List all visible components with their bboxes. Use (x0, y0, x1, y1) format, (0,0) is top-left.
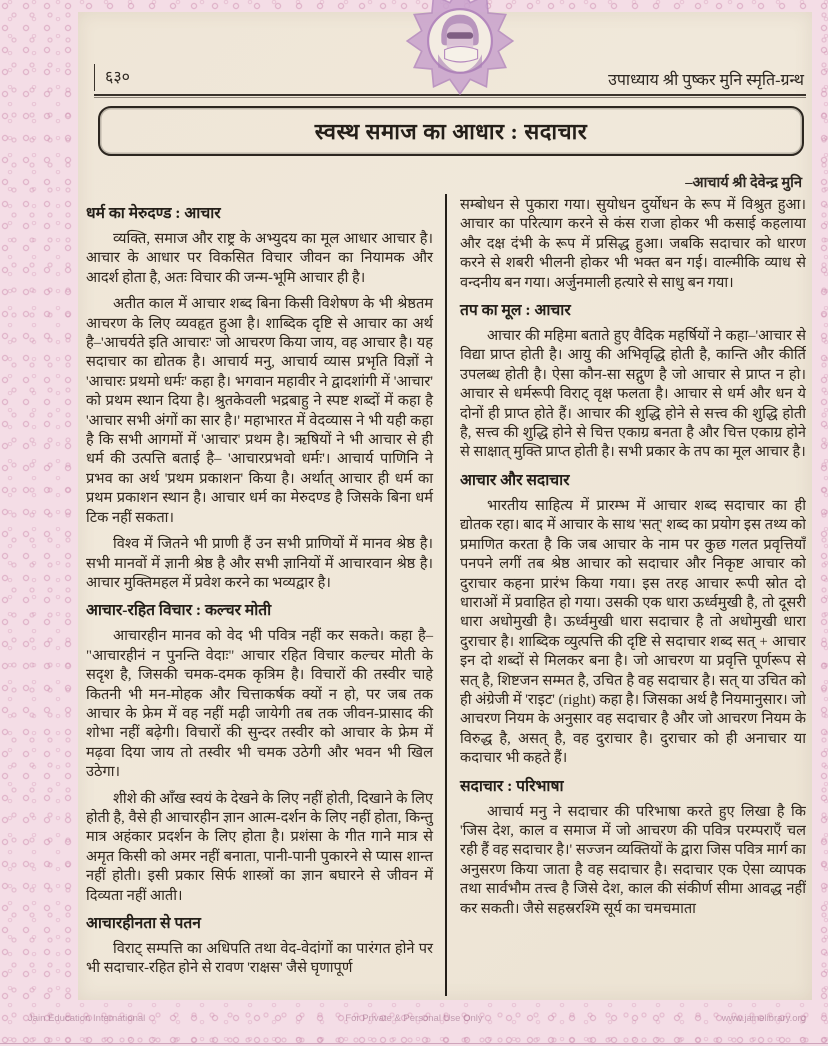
paragraph: विराट् सम्पत्ति का अधिपति तथा वेद-वेदांगों का पारंगत होने पर भी सदाचार-रहित होने से रावण 'राक्षस' जैसे घृणापूर्ण (86, 941, 433, 977)
paragraph: आचारहीन मानव को वेद भी पवित्र नहीं कर सकते। कहा है– "आचारहीनं न पुनन्ति वेदाः" आचार रहित विचार कल्चर मोती के सदृश है, जिसकी चमक-दमक कृत्रिम है। विचारों की तस्वीर चाहे कितनी भी मन-मोहक और चित्ताकर्षक क्यों न हो, पर जब तक आचार के फ्रेम में वह नहीं मढ़ी जायेगी तब तक जीवन-प्रासाद की शोभा नहीं बढ़ेगी। विचारों की सुन्दर तस्वीर को आचार के फ्रेम में मढ़वा दिया जाय तो तस्वीर भी चमक उठेगी और भवन भी खिल उठेगा। (86, 628, 433, 781)
paragraph: आचार की महिमा बताते हुए वैदिक महर्षियों ने कहा–'आचार से विद्या प्राप्त होती है। आयु की अभिवृद्धि होती है, कान्ति और कीर्ति उपलब्ध होती है। ऐसा कौन-सा सद्गुण है जो आचार से प्राप्त न हो। आचार से धर्मरूपी विराट् वृक्ष फलता है। आचार से धर्म और धन ये दोनों ही प्राप्त होते हैं। आचार की शुद्धि होने से सत्त्व की शुद्धि होती है, सत्त्व की शुद्धि होने से चित्त एकाग्र बनता है और चित्त एकाग्र होने से साक्षात् मुक्ति प्राप्त होती है। सभी प्रकार के तप का मूल आचार है। (460, 328, 806, 461)
article-title: स्वस्थ समाज का आधार : सदाचार (314, 119, 588, 144)
paragraph: अतीत काल में आचार शब्द बिना किसी विशेषण के भी श्रेष्ठतम आचरण के लिए व्यवहृत हुआ है। शाब्दिक दृष्टि से आचार का अर्थ है–'आचर्यते इति आचारः' जो आचरण किया जाय, वह आचार है। यह सदाचार का द्योतक है। आचार्य मनु, आचार्य व्यास प्रभृति विज्ञों ने 'आचारः प्रथमो धर्मः' कहा है। भगवान महावीर ने द्वादशांगी में 'आचार' को प्रथम स्थान दिया है। श्रुतकेवली भद्रबाहु ने स्पष्ट शब्दों में कहा है 'आचार सभी अंगों का सार है।' महाभारत में वेदव्यास ने भी यही कहा है कि सभी आगमों में 'आचार' प्रथम है। ऋषियों ने भी आचार से ही धर्म की उत्पत्ति बताई है– 'आचारप्रभवो धर्मः'। आचार्य पाणिनि ने प्रभव का अर्थ 'प्रथम प्रकाशन' किया है। अर्थात् आचार ही धर्म का प्रथम प्रकाशन स्थान है। आचार धर्म का मेरुदण्ड है जिसके बिना धर्म टिक नहीं सकता। (86, 296, 433, 526)
section-heading: आचारहीनता से पतन (86, 915, 201, 932)
paragraph: शीशे की आँख स्वयं के देखने के लिए नहीं होती, दिखाने के लिए होती है, वैसे ही आचारहीन ज्ञान आत्म-दर्शन के लिए नहीं होता, किन्तु मात्र अहंकार प्रदर्शन के लिए होता है। प्रशंसा के गीत गाने मात्र से अमृत किसी को अमर नहीं बनाता, पानी-पानी पुकारने से प्यास शान्त नहीं होती। इसी प्रकार सिर्फ शास्त्रों का ज्ञान बघारने से जीवन में दिव्यता नहीं आती। (86, 790, 433, 904)
author-byline: –आचार्य श्री देवेन्द्र मुनि (685, 175, 802, 191)
paragraph: विश्व में जितने भी प्राणी हैं उन सभी प्राणियों में मानव श्रेष्ठ है। सभी मानवों में ज्ञानी श्रेष्ठ है और सभी ज्ञानियों में आचारवान श्रेष्ठ है। आचार मुक्तिमहल में प्रवेश करने का भव्यद्वार है। (86, 536, 433, 591)
section-heading: तप का मूल : आचार (460, 302, 571, 320)
paper-area (78, 12, 812, 1000)
running-header-title: उपाध्याय श्री पुष्कर मुनि स्मृति-ग्रन्थ (608, 72, 804, 89)
column-right (445, 194, 806, 996)
bottom-border-line (0, 1043, 828, 1044)
monk-face-starburst-emblem (405, 0, 515, 96)
article-title-box (98, 106, 804, 156)
paragraph: सम्बोधन से पुकारा गया। सुयोधन दुर्योधन के रूप में विश्रुत हुआ। आचार का परित्याग करने से कंस राजा होकर भी कसाई कहलाया और दक्ष दंभी के रूप में प्रसिद्ध हुआ। जबकि सदाचार को धारण करने से शबरी भीलनी होकर भी भक्त बन गई। वाल्मीकि व्याध से वन्दनीय बन गया। अर्जुनमाली हत्यारे से साधु बन गया। (460, 197, 806, 291)
section-heading: सदाचार : परिभाषा (460, 777, 564, 795)
paragraph: भारतीय साहित्य में प्रारम्भ में आचार शब्द सदाचार का ही द्योतक रहा। बाद में आचार के साथ 'सत्' शब्द का प्रयोग इस तथ्य को प्रमाणित करता है कि जब आचार के नाम पर कुछ गलत प्रवृत्तियाँ पनपने लगीं तब श्रेष्ठ आचार को सदाचार और निकृष्ट आचार को दुराचार कहना प्रारंभ किया गया। इस तरह आचार रूपी स्रोत दो धाराओं में प्रवाहित हो गया। उसकी एक धारा ऊर्ध्वमुखी है, तो दूसरी धारा अधोमुखी है। ऊर्ध्वमुखी धारा सदाचार है तो अधोमुखी धारा दुराचार है। शाब्दिक व्युत्पत्ति की दृष्टि से सदाचार शब्द सत् + आचार इन दो शब्दों से मिलकर बना है। जो आचरण या प्रवृत्ति पूर्णरूप से सत् है, शिष्टजन सम्मत है, उचित है वह सदाचार है। सत् या उचित को ही अंग्रेजी में 'राइट' (right) कहा है। जिसका अर्थ है नियमानुसार। जो आचरण नियम के अनुसार वह सदाचार है और जो आचरण नियम के विरुद्ध है, असत् है, वह दुराचार है। दुराचार को ही अनाचार या कदाचार भी कहते हैं। (460, 497, 806, 767)
paragraph: व्यक्ति, समाज और राष्ट्र के अभ्युदय का मूल आधार आचार है। आचार के आधार पर विकसित विचार जीवन का नियामक और आदर्श होता है, अतः विचार की जन्म-भूमि आचार ही है। (86, 231, 433, 286)
section-heading: धर्म का मेरुदण्ड : आचार (86, 205, 221, 222)
watermark-website: www.jainelibrary.org (721, 1013, 806, 1024)
article-body (84, 194, 806, 996)
column-left (84, 194, 445, 996)
page-number: ६३० (94, 64, 140, 91)
section-heading: आचार और सदाचार (460, 471, 570, 489)
paragraph: आचार्य मनु ने सदाचार की परिभाषा करते हुए लिखा है कि 'जिस देश, काल व समाज में जो आचरण की पवित्र परम्पराएँ चल रही हैं वह सदाचार है।' सज्जन व्यक्तियों के द्वारा जिस पवित्र मार्ग का अनुसरण किया जाता है वह सदाचार है। सदाचार एक ऐसा व्यापक तथा सार्वभौम तत्त्व है जिसे देश, काल की संकीर्ण सीमा आवद्ध नहीं कर सकती। जैसे सहस्ररश्मि सूर्य का चमचमाता (460, 803, 806, 917)
section-heading: आचार-रहित विचार : कल्चर मोती (86, 602, 272, 620)
watermark-usage: For Private & Personal Use Only (345, 1013, 483, 1024)
watermark-publisher: Jain Education International (28, 1013, 146, 1024)
